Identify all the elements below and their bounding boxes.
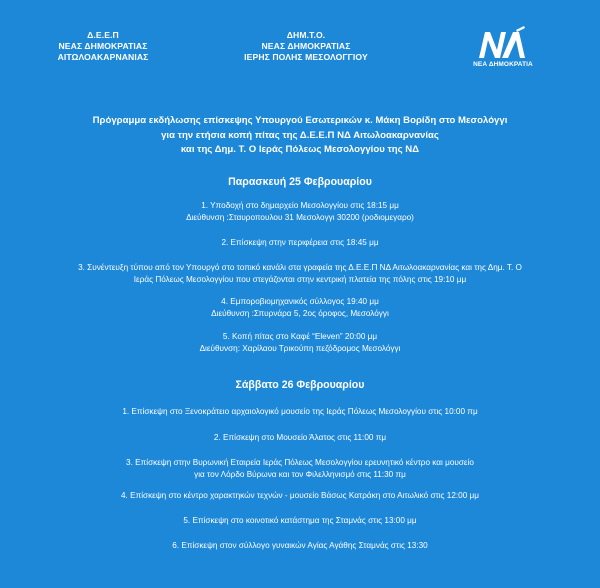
title-line-3: και της Δημ. Τ. Ο Ιεράς Πόλεως Μεσολογγίου της ΝΔ xyxy=(180,144,420,155)
schedule-item-text-cont: για τον Λόρδο Βύρωνα και τον Φιλελληνισμό στις 11:30 πμ xyxy=(194,469,406,479)
header-middle-organization xyxy=(228,30,384,63)
schedule-item-text: 6. Επίσκεψη στον σύλλογο γυναικών Αγίας Αγάθης Σταμνάς στις 13:30 xyxy=(172,541,428,550)
schedule-item xyxy=(30,432,570,444)
schedule-item-text: 3. Συνέντευξη τύπου από τον Υπουργό στο τοπικό κανάλι στα γραφεία της Δ.Ε.Ε.Π ΝΔ Αιτωλοακαρνανίας και της Δημ. Τ. Ο xyxy=(78,263,522,272)
document-title xyxy=(40,114,560,158)
header-middle-line-3: ΙΕΡΗΣ ΠΟΛΗΣ ΜΕΣΟΛΟΓΓΙΟΥ xyxy=(244,52,368,62)
schedule-item-address: Διεύθυνση :Σπυρνάρα 5, 2ος όροφος, Μεσολόγγι xyxy=(211,308,389,318)
schedule-item-text: 4. Επίσκεψη στο κέντρο χαρακτηκών τεχνών - μουσείο Βάσως Κατράκη στο Αιτωλικό στις 12:00 μμ xyxy=(121,491,479,500)
schedule-item xyxy=(30,490,570,502)
schedule-item xyxy=(30,457,570,480)
schedule-item-text: 5. Κοπή πίτας στο Καφέ “Eleven” 20:00 μμ xyxy=(222,332,378,341)
schedule-item-text: 4. Εμποροβιομηχανικός σύλλογος 19:40 μμ xyxy=(221,297,379,306)
schedule-item-text: 1. Επίσκεψη στο Ξενοκράτειο αρχαιολογικό μουσείο της Ιεράς Πόλεως Μεσολογγίου στις 10:00 πμ xyxy=(122,407,478,416)
schedule-item-address: Διεύθυνση :Σταυροπουλου 31 Μεσολογγι 30200 (ροδιομεγαρο) xyxy=(186,212,414,222)
schedule-item xyxy=(30,331,570,354)
schedule-item xyxy=(30,406,570,418)
schedule-item-text: 1. Υποδοχή στο δημαρχείο Μεσολογγίου στις 18:15 μμ xyxy=(201,201,399,210)
header-middle-line-2: ΝΕΑΣ ΔΗΜΟΚΡΑΤΙΑΣ xyxy=(261,41,351,51)
schedule-item-text: 2. Επίσκεψη στην περιφέρεια στις 18:45 μμ xyxy=(221,238,379,247)
title-line-1: Πρόγραμμα εκδήλωσης επίσκεψης Υπουργού Εσωτερικών κ. Μάκη Βορίδη στο Μεσολόγγι xyxy=(92,115,508,126)
schedule-item xyxy=(30,296,570,319)
schedule-item-text: 2. Επίσκεψη στο Μουσείο Άλατος στις 11:00 πμ xyxy=(213,433,387,442)
nd-logo-icon xyxy=(473,26,533,60)
day-heading-saturday: Σάββατο 26 Φεβρουαρίου xyxy=(235,379,365,391)
schedule-item-text-cont: Ιεράς Πόλεως Μεσολογγίου που στεγάζονται στην κεντρική πλατεία της πόλης στις 19:10 μμ xyxy=(133,274,467,284)
schedule-item xyxy=(30,262,570,285)
header-left-line-1: Δ.Ε.Ε.Π xyxy=(87,30,119,40)
schedule-item-text: 5. Επίσκεψη στο κοινοτικό κατάστημα της Σταμνάς στις 13:00 μμ xyxy=(183,516,417,525)
schedule-item xyxy=(30,540,570,552)
schedule-item-text: 3. Επίσκεψη στην Βυρωνική Εταιρεία Ιεράς Πόλεως Μεσολογγίου ερευνητικό κέντρο και μουσείο xyxy=(126,458,474,467)
header-left-line-3: ΑΙΤΩΛΟΑΚΑΡΝΑΝΙΑΣ xyxy=(57,52,149,62)
header-left-organization xyxy=(44,30,162,63)
title-line-2: για την ετήσια κοπή πίτας της Δ.Ε.Ε.Π ΝΔ Αιτωλοακαρνανίας xyxy=(161,129,439,141)
schedule-item-address: Διεύθυνση: Χαρίλαου Τρικούπη πεζόδρομος Μεσολόγγι xyxy=(199,343,401,353)
schedule-item xyxy=(30,515,570,527)
day-heading-friday: Παρασκευή 25 Φεβρουαρίου xyxy=(228,176,372,188)
header-left-line-2: ΝΕΑΣ ΔΗΜΟΚΡΑΤΙΑΣ xyxy=(58,41,148,51)
logo-caption: ΝΕΑ ΔΗΜΟΚΡΑΤΙΑ xyxy=(473,61,533,68)
header-middle-line-1: ΔΗΜ.Τ.Ο. xyxy=(286,30,326,40)
schedule-item xyxy=(30,200,570,223)
nd-logo xyxy=(470,26,536,68)
schedule-item xyxy=(30,237,570,249)
